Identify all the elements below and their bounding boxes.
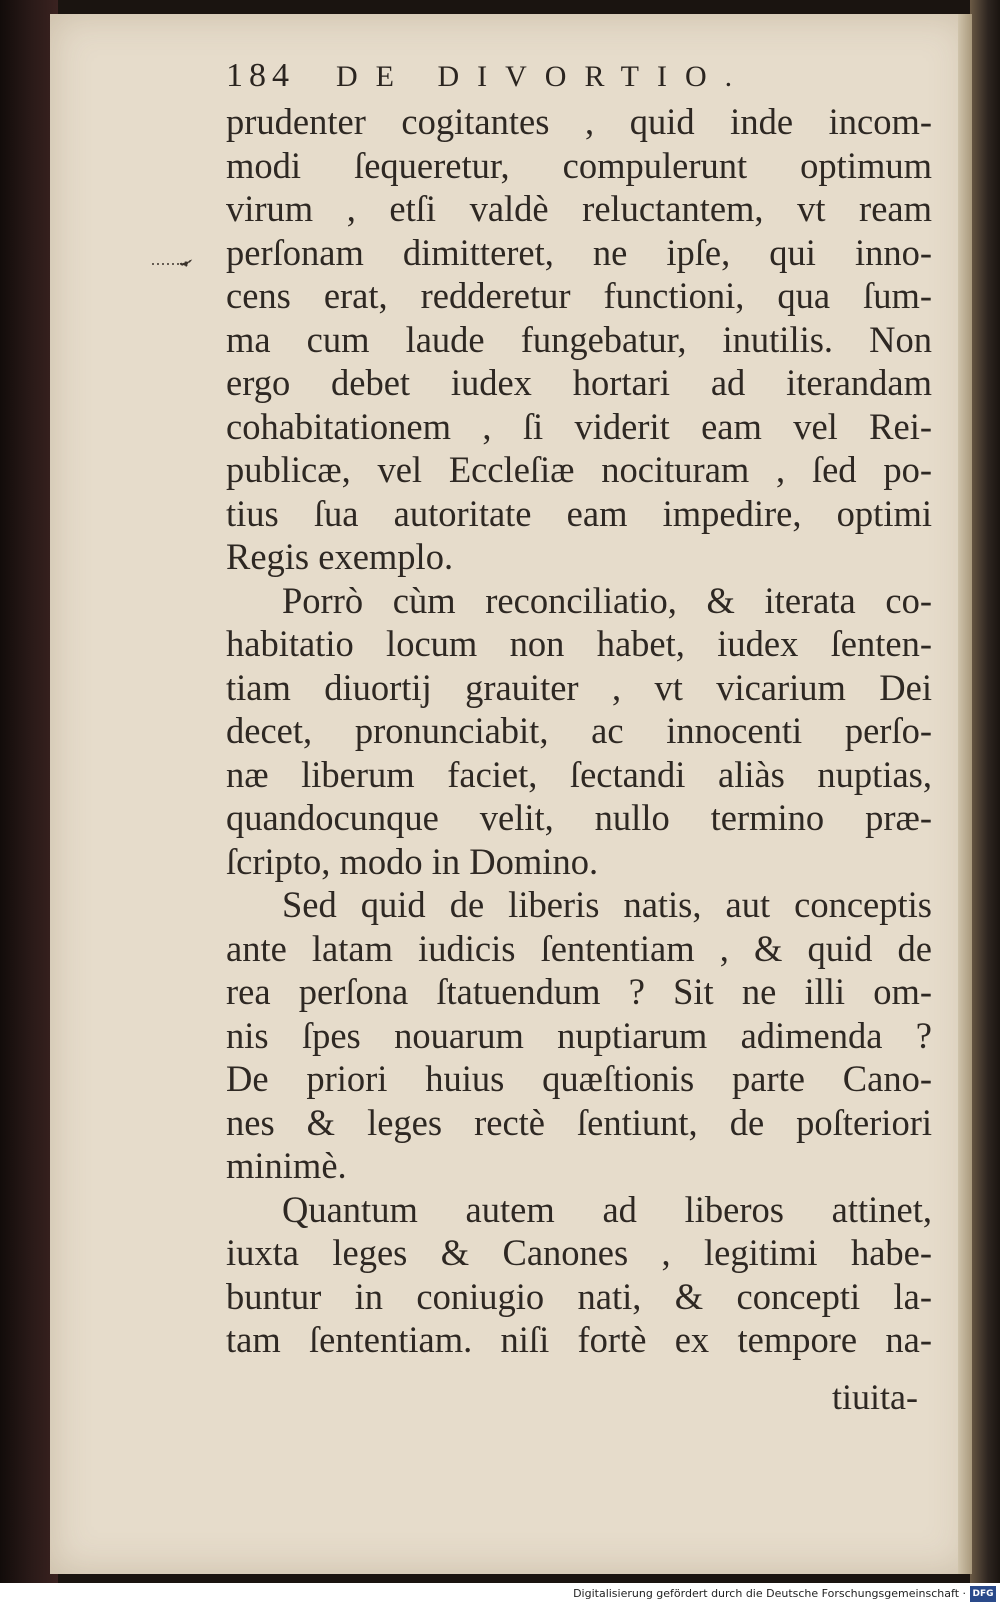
dfg-logo: DFG bbox=[970, 1586, 996, 1602]
text-line: rea perſona ſtatuendum ? Sit ne illi om- bbox=[226, 971, 932, 1012]
text-line: publicæ, vel Eccleſiæ nocituram , ſed po- bbox=[226, 449, 932, 490]
marginal-mark bbox=[150, 258, 194, 268]
text-line: nis ſpes nouarum nuptiarum adimenda ? bbox=[226, 1014, 932, 1056]
catchword: tiuita- bbox=[832, 1377, 918, 1417]
text-line: modi ſequeretur, compulerunt optimum bbox=[226, 144, 932, 186]
text-line: Porrò cùm reconciliatio, & iterata co- bbox=[282, 579, 932, 621]
text-line: decet, pronunciabit, ac innocenti perſo- bbox=[226, 710, 932, 751]
text-line: ſcripto, modo in Domino. bbox=[226, 840, 599, 882]
digitization-credit: Digitalisierung gefördert durch die Deutsche Forschungsgemeinschaft · bbox=[573, 1587, 966, 1600]
text-line: tius ſua autoritate eam impedire, optimi bbox=[226, 492, 932, 534]
text-line: quandocunque velit, nullo termino præ- bbox=[226, 797, 932, 838]
text-line: perſonam dimitteret, ne ipſe, qui inno- bbox=[226, 231, 932, 273]
text-line: ante latam iudicis ſententiam , & quid de bbox=[226, 927, 932, 969]
text-line: De priori huius quæſtionis parte Cano- bbox=[226, 1058, 932, 1099]
text-line: virum , etſi valdè reluctantem, vt ream bbox=[226, 188, 932, 229]
body-text bbox=[226, 100, 932, 1362]
text-line: tam ſententiam. niſi fortè ex tempore na- bbox=[226, 1319, 932, 1360]
text-line: prudenter cogitantes , quid inde incom- bbox=[226, 101, 932, 142]
text-line: Sed quid de liberis natis, aut conceptis bbox=[282, 884, 932, 925]
running-head bbox=[226, 48, 750, 104]
text-line: ergo debet iudex hortari ad iterandam bbox=[226, 362, 932, 403]
text-line: minimè. bbox=[226, 1145, 347, 1186]
text-line: tiam diuortij grauiter , vt vicarium Dei bbox=[226, 666, 932, 708]
footer-bar bbox=[0, 1583, 1000, 1605]
scan-right-edge bbox=[970, 0, 1000, 1583]
text-line: Regis exemplo. bbox=[226, 536, 454, 577]
text-line: iuxta leges & Canones , legitimi habe- bbox=[226, 1232, 932, 1273]
text-line: Quantum autem ad liberos attinet, bbox=[282, 1188, 932, 1230]
text-line: ma cum laude fungebatur, inutilis. Non bbox=[226, 318, 932, 360]
text-line: habitatio locum non habet, iudex ſenten- bbox=[226, 623, 932, 664]
page-number: 184 bbox=[226, 57, 295, 94]
text-line: næ liberum faciet, ſectandi aliàs nuptias, bbox=[226, 753, 932, 795]
text-line: nes & leges rectè ſentiunt, de poſteriori bbox=[226, 1101, 932, 1143]
text-line: buntur in coniugio nati, & concepti la- bbox=[226, 1275, 932, 1317]
text-line: cens erat, redderetur functioni, qua ſum- bbox=[226, 275, 932, 316]
running-title: DE DIVORTIO. bbox=[336, 60, 751, 93]
text-line: cohabitationem , ſi viderit eam vel Rei- bbox=[226, 405, 932, 447]
page-fold-edge bbox=[958, 14, 972, 1574]
